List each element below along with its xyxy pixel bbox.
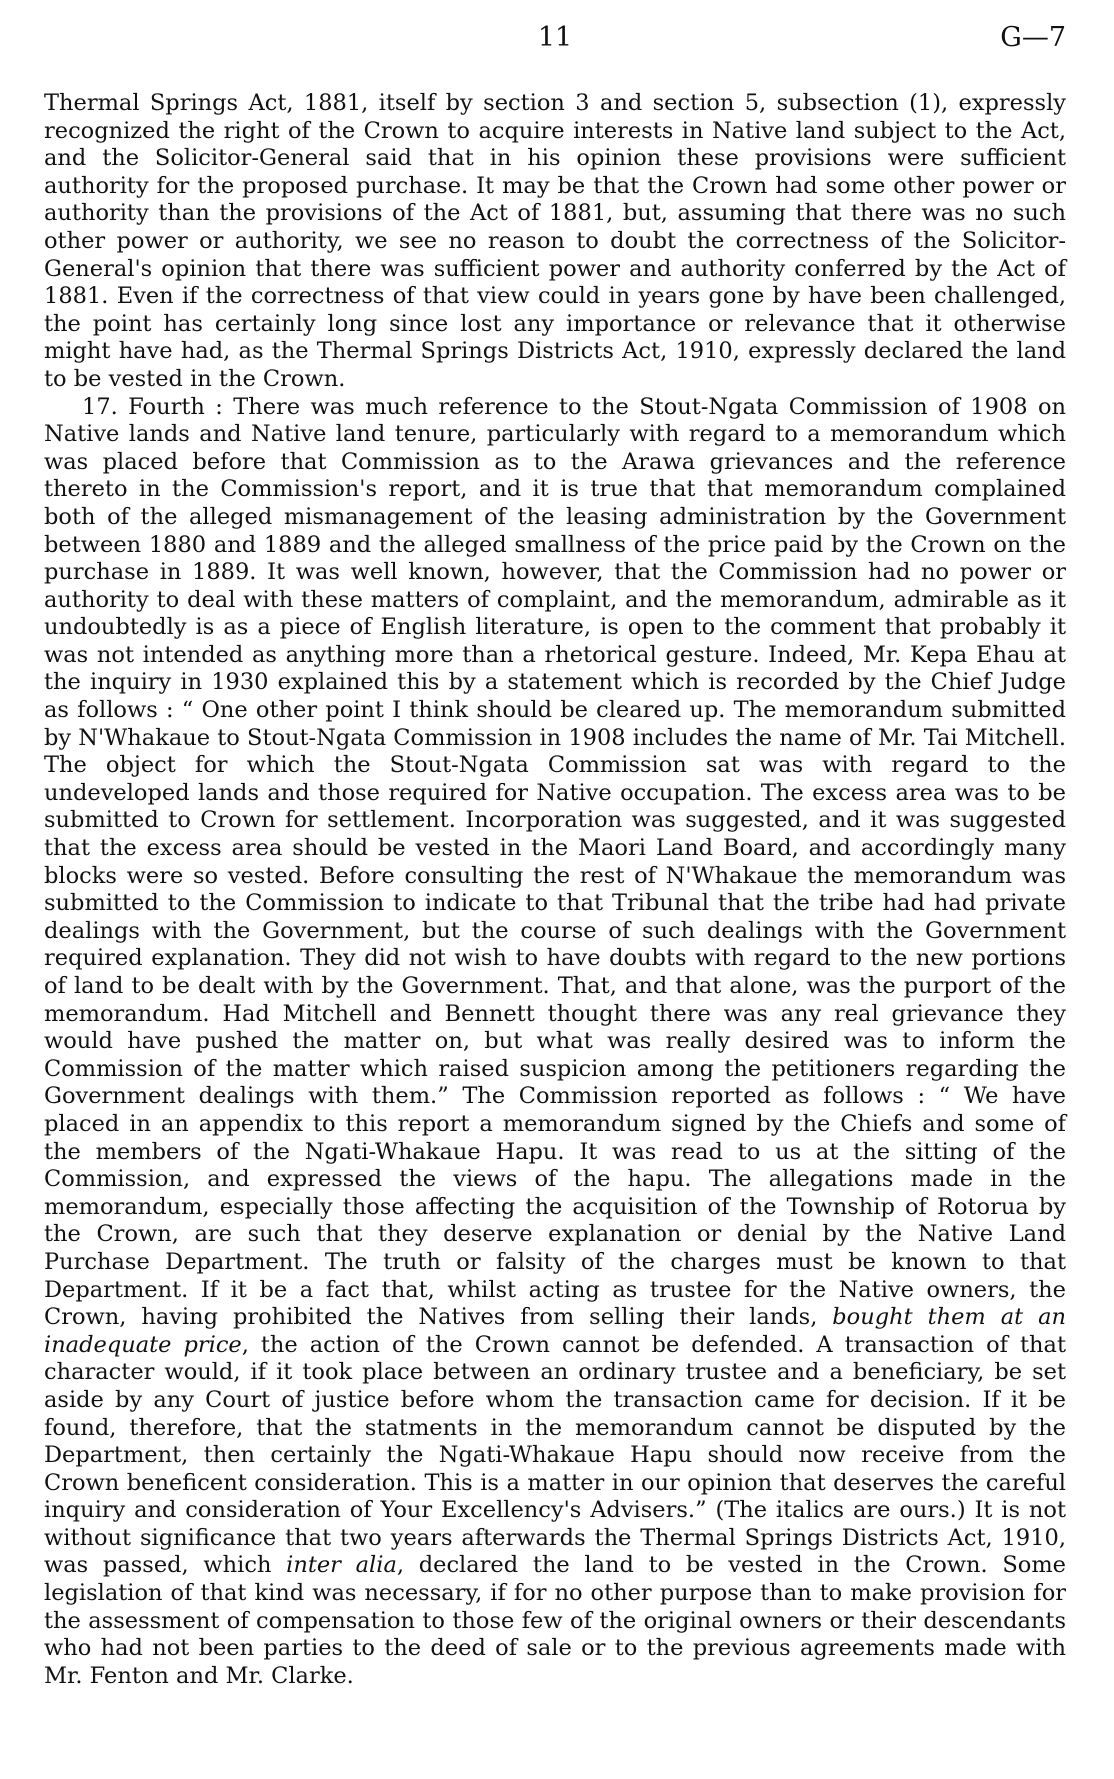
document-reference: G—7 [1000, 22, 1066, 53]
paragraph-17 [44, 394, 1066, 1691]
text-run: 17. Fourth : There was much reference to the Stout-Ngata Commission of 1908 on Native lands and Native land tenure, particularly with regard to a memorandum which was placed before that Commission as to the Arawa grievances and the reference thereto in the Commission's report, and it is true that that memorandum complained both of the alleged mismanagement of the leasing administration by the Government between 1880 and 1889 and the alleged smallness of the price paid by the Crown on the purchase in 1889. It was well known, however, that the Commission had no power or authority to deal with these matters of complaint, and the memorandum, admirable as it undoubtedly is as a piece of English literature, is open to the comment that probably it was not intended as anything more than a rhetorical gesture. Indeed, Mr. Kepa Ehau at the inquiry in 1930 explained this by a statement which is recorded by the Chief Judge as follows : “ One other point I think should be cleared up. The memorandum submitted by N'Whakaue to Stout-Ngata Commission in 1908 includes the name of Mr. Tai Mitchell. The object for which the Stout-Ngata Commission sat was with regard to the undeveloped lands and those required for Native occupation. The excess area was to be submitted to Crown for settlement. Incorporation was suggested, and it was suggested that the excess area should be vested in the Maori Land Board, and accordingly many blocks were so vested. Before consulting the rest of N'Whakaue the memorandum was submitted to the Commission to indicate to that Tribunal that the tribe had had private dealings with the Government, but the course of such dealings with the Government required explanation. They did not wish to have doubts with regard to the new portions of land to be dealt with by the Government. That, and that alone, was the purport of the memorandum. Had Mitchell and Bennett thought there was any real grievance they would have pushed the matter on, but what was really desired was to inform the Commission of the matter which raised suspicion among the petitioners regarding the Government dealings with them.” The Commission reported as follows : “ We have placed in an appendix to this report a memorandum signed by the Chiefs and some of the members of the Ngati-Whakaue Hapu. It was read to us at the sitting of the Commission, and expressed the views of the hapu. The allegations made in the memorandum, especially those affecting the acquisition of the Township of Rotorua by the Crown, are such that they deserve explanation or denial by the Native Land Purchase Department. The truth or falsity of the charges must be known to that Department. If it be a fact that, whilst acting as trustee for the Native owners, the Crown, having prohibited the Natives from selling their lands, [44, 393, 1066, 1331]
italic-text-run: bought them at an inadequate price [44, 1304, 1066, 1358]
italic-text-run: inter alia [286, 1552, 397, 1579]
page-number: 11 [537, 22, 573, 53]
page-header [44, 22, 1066, 62]
body-text [44, 90, 1066, 1690]
paragraph-continuation [44, 90, 1066, 394]
text-run: , declared the land to be vested in the Crown. Some legislation of that kind was necessary, if for no other purpose than to make provision for the assessment of compensation to those few of the original owners or their descendants who had not been parties to the deed of sale or to the previous agreements made with Mr. Fenton and Mr. Clarke. [44, 1552, 1066, 1689]
text-run: Thermal Springs Act, 1881, itself by section 3 and section 5, subsection (1), expressly recognized the right of the Crown to acquire interests in Native land subject to the Act, and the Solicitor-General said that in his opinion these provisions were sufficient authority for the proposed purchase. It may be that the Crown had some other power or authority than the provisions of the Act of 1881, but, assuming that there was no such other power or authority, we see no reason to doubt the correctness of the Solicitor-General's opinion that there was sufficient power and authority conferred by the Act of 1881. Even if the correctness of that view could in years gone by have been challenged, the point has certainly long since lost any importance or relevance that it otherwise might have had, as the Thermal Springs Districts Act, 1910, expressly declared the land to be vested in the Crown. [44, 90, 1066, 392]
text-run: , the action of the Crown cannot be defended. A transaction of that character would, if it took place between an ordinary trustee and a beneficiary, be set aside by any Court of justice before whom the transaction came for decision. If it be found, therefore, that the statments in the memorandum cannot be disputed by the Department, then certainly the Ngati-Whakaue Hapu should now receive from the Crown beneficent consideration. This is a matter in our opinion that deserves the careful inquiry and consideration of Your Excellency's Advisers.” (The italics are ours.) It is not without significance that two years afterwards the Thermal Springs Districts Act, 1910, was passed, which [44, 1331, 1066, 1579]
